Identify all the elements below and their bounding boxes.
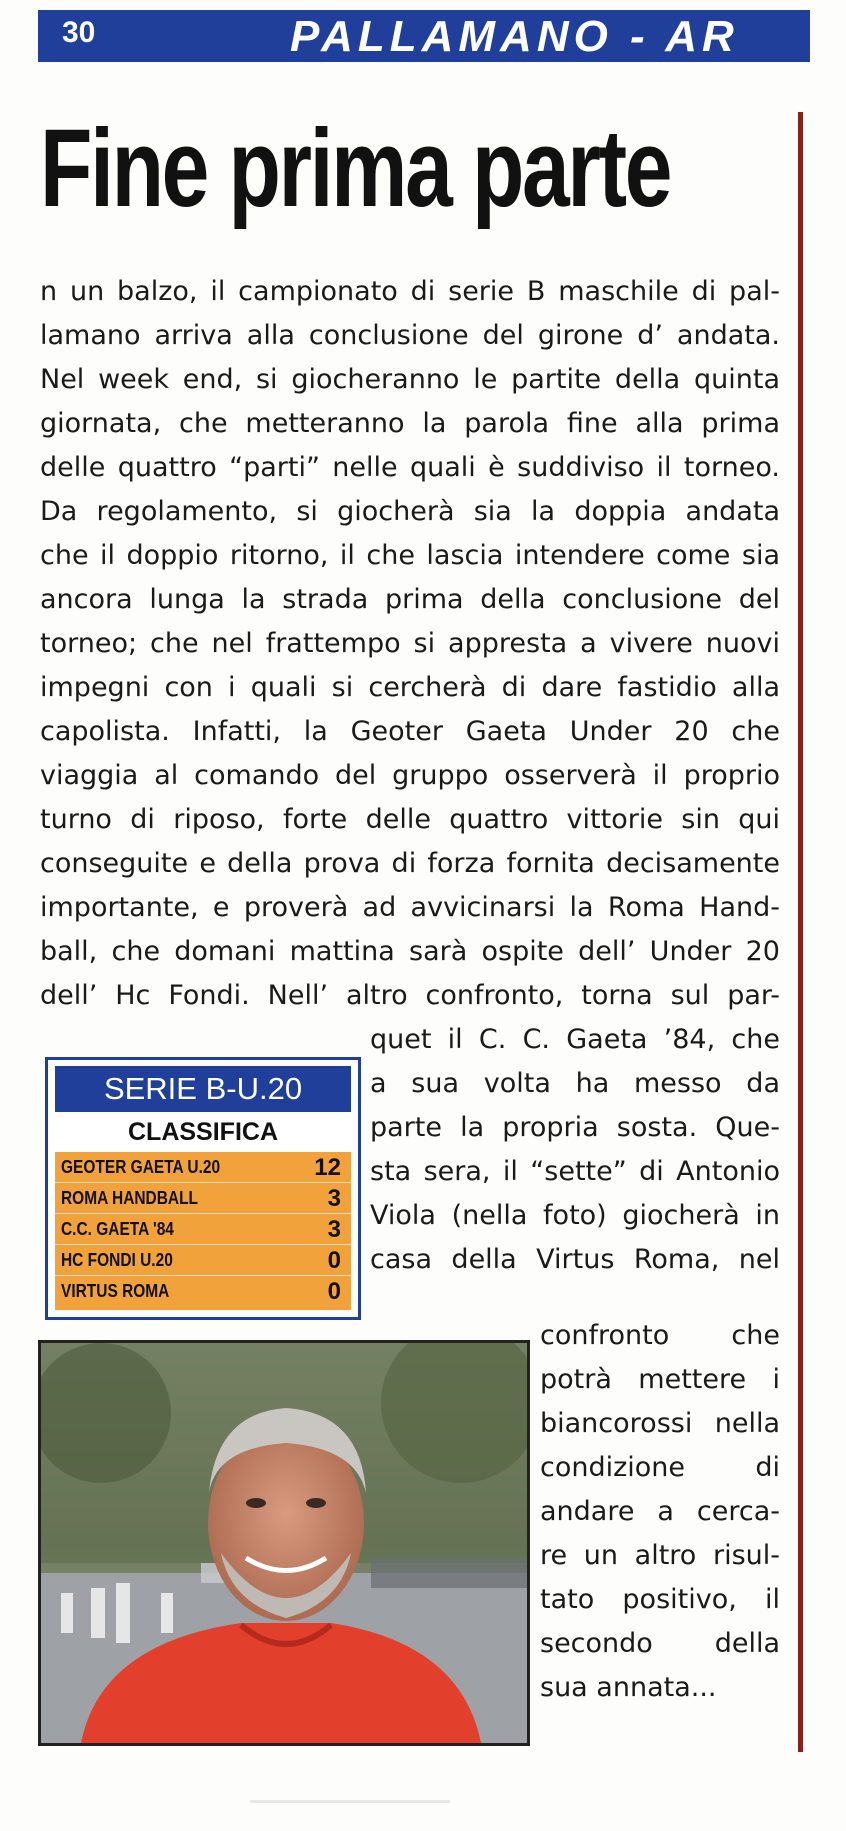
team-points: 0 bbox=[327, 1278, 341, 1305]
body-line: impegni con i quali si cercherà di dare fastidio alla bbox=[40, 672, 780, 703]
body-line: Da regolamento, si giocherà sia la doppia andata bbox=[40, 496, 780, 527]
body-line: confronto che bbox=[540, 1320, 780, 1351]
section-title: PALLAMANO - AR bbox=[290, 12, 739, 61]
smiling-man-red-shirt-photo bbox=[41, 1343, 527, 1743]
article-photo bbox=[38, 1340, 530, 1746]
headline: Fine prima parte bbox=[40, 107, 671, 230]
table-row bbox=[55, 1245, 351, 1276]
team-points: 0 bbox=[327, 1247, 341, 1274]
team-name: C.C. GAETA '84 bbox=[61, 1219, 174, 1239]
body-line: che il doppio ritorno, il che lascia intendere come sia bbox=[40, 540, 780, 571]
body-line: secondo della bbox=[540, 1628, 780, 1659]
body-line: ancora lunga la strada prima della conclusione del bbox=[40, 584, 780, 615]
team-name: ROMA HANDBALL bbox=[61, 1188, 199, 1208]
standings-subtitle: CLASSIFICA bbox=[128, 1118, 278, 1146]
table-row bbox=[55, 1214, 351, 1245]
body-line: ball, che domani mattina sarà ospite dell’ Under 20 bbox=[40, 936, 780, 967]
body-line: delle quattro “parti” nelle quali è suddiviso il torneo. bbox=[40, 452, 780, 483]
body-line: viaggia al comando del gruppo osserverà il proprio bbox=[40, 760, 780, 791]
body-line: sua annata... bbox=[540, 1672, 717, 1703]
body-line: tato positivo, il bbox=[540, 1584, 780, 1615]
body-line: giornata, che metteranno la parola fine alla prima bbox=[40, 408, 780, 439]
team-points: 12 bbox=[314, 1154, 341, 1181]
body-line: quet il C. C. Gaeta ’84, che bbox=[370, 1024, 780, 1055]
body-line: re un altro risul- bbox=[540, 1540, 780, 1571]
body-line: dell’ Hc Fondi. Nell’ altro confronto, torna sul par- bbox=[40, 980, 780, 1011]
table-row bbox=[55, 1152, 351, 1183]
standings-title: SERIE B-U.20 bbox=[55, 1066, 351, 1112]
team-points: 3 bbox=[327, 1185, 341, 1212]
body-line: turno di riposo, forte delle quattro vittorie sin qui bbox=[40, 804, 780, 835]
body-line: n un balzo, il campionato di serie B maschile di pal- bbox=[40, 276, 780, 307]
body-line: conseguite e della prova di forza fornita decisamente bbox=[40, 848, 780, 879]
body-line: sta sera, il “sette” di Antonio bbox=[370, 1156, 780, 1187]
body-line: capolista. Infatti, la Geoter Gaeta Under 20 che bbox=[40, 716, 780, 747]
table-row bbox=[55, 1183, 351, 1214]
team-points: 3 bbox=[327, 1216, 341, 1243]
page-number: 30 bbox=[62, 16, 96, 49]
team-name: GEOTER GAETA U.20 bbox=[61, 1157, 221, 1177]
body-line: torneo; che nel frattempo si appresta a vivere nuovi bbox=[40, 628, 780, 659]
body-line: casa della Virtus Roma, nel bbox=[370, 1244, 780, 1275]
body-line: Nel week end, si giocheranno le partite della quinta bbox=[40, 364, 780, 395]
table-row bbox=[55, 1276, 351, 1306]
standings-rows bbox=[55, 1152, 351, 1310]
team-name: VIRTUS ROMA bbox=[61, 1281, 170, 1301]
body-line: Viola (nella foto) giocherà in bbox=[370, 1200, 780, 1231]
body-line: a sua volta ha messo da bbox=[370, 1068, 780, 1099]
body-line: lamano arriva alla conclusione del girone d’ andata. bbox=[40, 320, 780, 351]
body-line: importante, e proverà ad avvicinarsi la Roma Hand- bbox=[40, 892, 780, 923]
team-name: HC FONDI U.20 bbox=[61, 1250, 173, 1270]
bottom-mark bbox=[250, 1800, 450, 1803]
body-line: condizione di bbox=[540, 1452, 780, 1483]
standings-table bbox=[45, 1057, 361, 1320]
body-line: potrà mettere i bbox=[540, 1364, 780, 1395]
body-line: biancorossi nella bbox=[540, 1408, 780, 1439]
vertical-rule bbox=[798, 112, 803, 1752]
body-line: andare a cerca- bbox=[540, 1496, 780, 1527]
body-line: parte la propria sosta. Que- bbox=[370, 1112, 780, 1143]
